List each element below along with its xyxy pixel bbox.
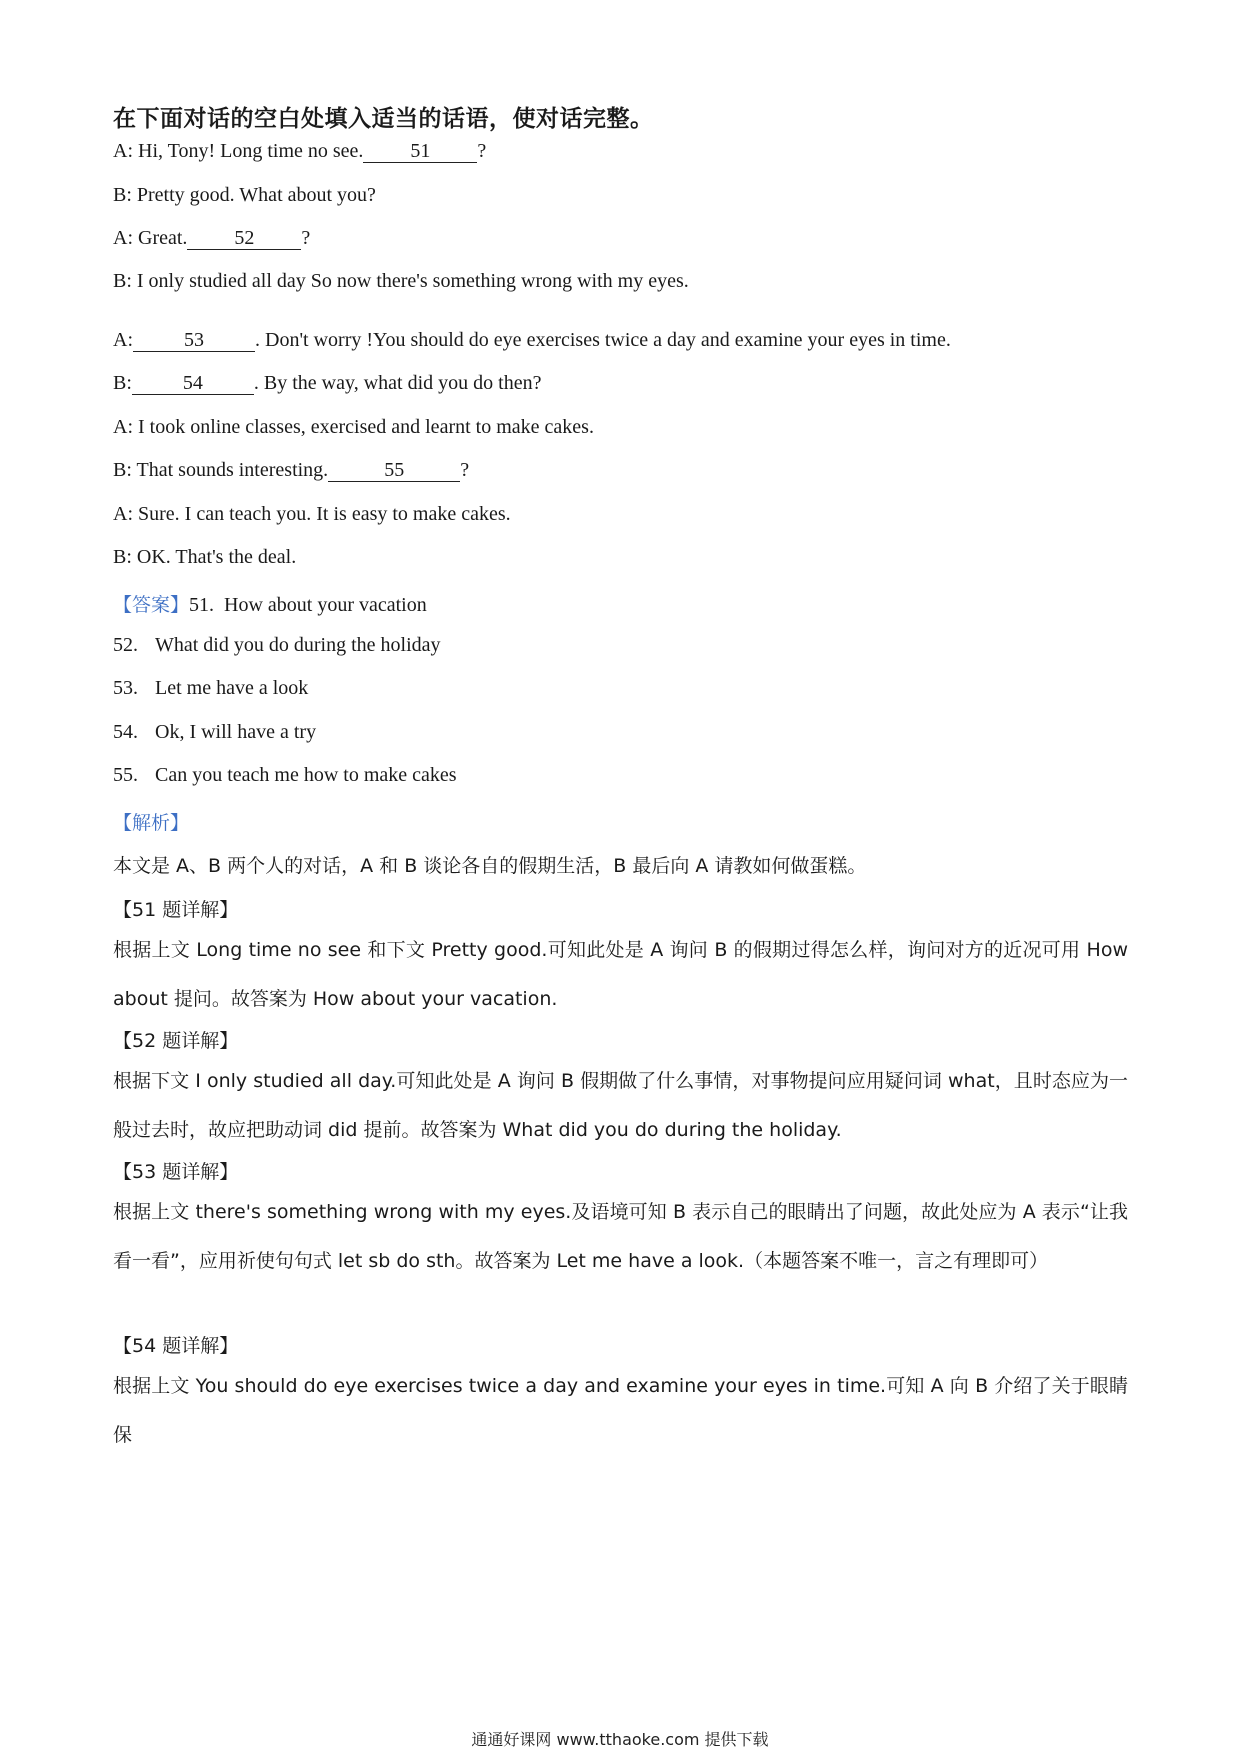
blank-54[interactable]: 54 <box>132 372 254 395</box>
dialogue-text: . Don't worry !You should do eye exercises twice a day and examine your eyes in time. <box>255 329 951 351</box>
q53-title: 【53 题详解】 <box>113 1161 239 1183</box>
dialogue-text: B: <box>113 372 132 394</box>
answer-number: 52. <box>113 634 138 656</box>
blank-53[interactable]: 53 <box>133 329 255 352</box>
answer-55 <box>113 764 457 787</box>
instruction-heading: 在下面对话的空白处填入适当的话语，使对话完整。 <box>113 106 654 132</box>
q53-explanation: 根据上文 there's something wrong with my eyes.及语境可知 B 表示自己的眼睛出了问题，故此处应为 A 表示“让我看一看”，应用祈使句句式 let sb do sth。故答案为 Let me have a look.（本题答案不唯一，言之有理即可） <box>113 1201 1128 1272</box>
dialogue-line-3 <box>113 227 310 250</box>
q51-title: 【51 题详解】 <box>113 899 239 921</box>
answer-number: 51. <box>189 594 215 616</box>
answer-53 <box>113 677 308 700</box>
answer-number: 53. <box>113 677 138 699</box>
dialogue-text: A: <box>113 329 133 351</box>
dialogue-text: B: That sounds interesting. <box>113 459 329 481</box>
page-footer: 通通好课网 www.tthaoke.com 提供下载 <box>471 1730 769 1749</box>
dialogue-line-7: A: I took online classes, exercised and learnt to make cakes. <box>113 416 594 438</box>
blank-55[interactable]: 55 <box>328 459 460 482</box>
dialogue-line-2: B: Pretty good. What about you? <box>113 184 376 206</box>
dialogue-text: A: Hi, Tony! Long time no see. <box>113 140 364 162</box>
dialogue-line-5 <box>113 329 951 352</box>
dialogue-line-9: A: Sure. I can teach you. It is easy to make cakes. <box>113 503 511 525</box>
answer-52 <box>113 634 441 657</box>
q54-title: 【54 题详解】 <box>113 1335 239 1357</box>
dialogue-line-1 <box>113 140 486 163</box>
answer-text: What did you do during the holiday <box>155 634 441 656</box>
answer-number: 54. <box>113 721 138 743</box>
dialogue-text: . By the way, what did you do then? <box>253 372 542 394</box>
dialogue-text: ? <box>301 227 311 249</box>
dialogue-line-10: B: OK. That's the deal. <box>113 546 297 568</box>
q52-explanation: 根据下文 I only studied all day.可知此处是 A 询问 B 假期做了什么事情，对事物提问应用疑问词 what，且时态应为一般过去时，故应把助动词 did 提前。故答案为 What did you do during the holiday. <box>113 1070 1128 1141</box>
answer-54 <box>113 721 316 744</box>
q52-title: 【52 题详解】 <box>113 1030 239 1052</box>
answer-text: Can you teach me how to make cakes <box>155 764 457 786</box>
answer-text: How about your vacation <box>224 594 427 616</box>
dialogue-text: ? <box>460 459 470 481</box>
blank-52[interactable]: 52 <box>187 227 301 250</box>
answer-text: Ok, I will have a try <box>155 721 317 743</box>
q51-explanation: 根据上文 Long time no see 和下文 Pretty good.可知此处是 A 询问 B 的假期过得怎么样，询问对方的近况可用 How about 提问。故答案为 How about your vacation. <box>113 939 1128 1010</box>
analysis-summary: 本文是 A、B 两个人的对话，A 和 B 谈论各自的假期生活，B 最后向 A 请教如何做蛋糕。 <box>113 855 867 877</box>
answer-number: 55. <box>113 764 138 786</box>
answer-51 <box>113 590 427 617</box>
answer-text: Let me have a look <box>155 677 309 699</box>
dialogue-line-4: B: I only studied all day So now there's something wrong with my eyes. <box>113 270 689 292</box>
dialogue-text: ? <box>477 140 487 162</box>
answer-tag: 【答案】 <box>113 594 190 616</box>
blank-51[interactable]: 51 <box>363 140 477 163</box>
dialogue-text: A: Great. <box>113 227 188 249</box>
analysis-tag: 【解析】 <box>113 812 190 834</box>
dialogue-line-8 <box>113 459 469 482</box>
q54-explanation: 根据上文 You should do eye exercises twice a day and examine your eyes in time.可知 A 向 B 介绍了关于眼睛保 <box>113 1375 1128 1446</box>
dialogue-line-6 <box>113 372 541 395</box>
